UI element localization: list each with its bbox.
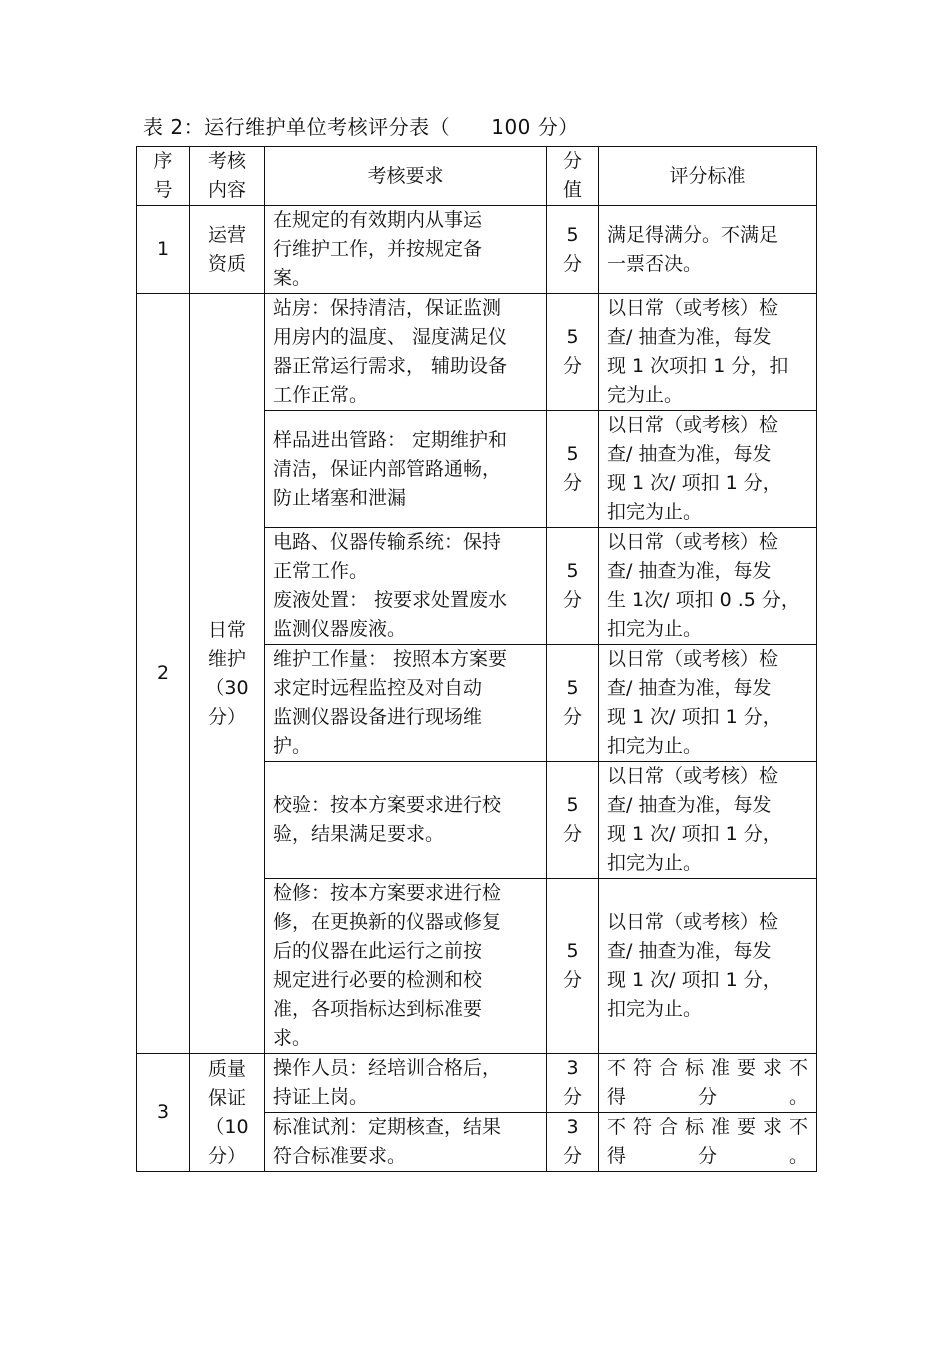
row-requirement: 校验：按本方案要求进行校 验，结果满足要求。 [265,762,547,879]
table-row [137,1054,817,1113]
row-seq: 3 [137,1054,190,1172]
row-score: 5 分 [547,879,599,1054]
header-content: 考核 内容 [190,147,265,206]
row-standard: 满足得满分。不满足 一票否决。 [599,206,817,294]
row-content: 质量 保证 （10 分） [190,1054,265,1172]
header-score: 分 值 [547,147,599,206]
assessment-table [136,146,817,1172]
table-row [137,206,817,294]
row-seq: 1 [137,206,190,294]
row-score: 5 分 [547,762,599,879]
row-requirement: 检修：按本方案要求进行检 修，在更换新的仪器或修复 后的仪器在此运行之前按 规定进行必要的检测和校 准，各项指标达到标准要 求。 [265,879,547,1054]
row-score: 5 分 [547,645,599,762]
row-standard: 不符合标准要求不 得分。 [599,1054,817,1113]
row-requirement: 操作人员：经培训合格后， 持证上岗。 [265,1054,547,1113]
header-standard: 评分标准 [599,147,817,206]
header-seq: 序 号 [137,147,190,206]
row-requirement: 站房：保持清洁，保证监测 用房内的温度、 湿度满足仪 器正常运行需求， 辅助设备 工作正常。 [265,294,547,411]
row-content: 日常 维护 （30 分） [190,294,265,1054]
row-standard: 以日常（或考核）检 查/ 抽查为准，每发 现 1 次/ 项扣 1 分， 扣完为止。 [599,411,817,528]
table-title: 表 2：运行维护单位考核评分表（ 100 分） [143,115,579,139]
header-requirement: 考核要求 [265,147,547,206]
row-requirement: 标准试剂：定期核查，结果 符合标准要求。 [265,1113,547,1172]
row-requirement: 样品进出管路： 定期维护和 清洁，保证内部管路通畅， 防止堵塞和泄漏 [265,411,547,528]
row-requirement: 在规定的有效期内从事运 行维护工作，并按规定备 案。 [265,206,547,294]
row-score: 3 分 [547,1054,599,1113]
row-score: 5 分 [547,411,599,528]
row-standard: 以日常（或考核）检 查/ 抽查为准，每发 现 1 次/ 项扣 1 分， 扣完为止。 [599,879,817,1054]
row-requirement: 电路、仪器传输系统：保持 正常工作。 废液处置： 按要求处置废水 监测仪器废液。 [265,528,547,645]
row-standard: 以日常（或考核）检 查/ 抽查为准，每发 现 1 次项扣 1 分，扣 完为止。 [599,294,817,411]
row-score: 5 分 [547,528,599,645]
row-standard: 以日常（或考核）检 查/ 抽查为准，每发 现 1 次/ 项扣 1 分， 扣完为止。 [599,762,817,879]
row-seq: 2 [137,294,190,1054]
header-row [137,147,817,206]
row-standard: 不符合标准要求不 得分。 [599,1113,817,1172]
row-score: 5 分 [547,206,599,294]
row-content: 运营 资质 [190,206,265,294]
row-standard: 以日常（或考核）检 查/ 抽查为准，每发 生 1次/ 项扣 0 .5 分， 扣完为止。 [599,528,817,645]
table-row [137,294,817,411]
row-score: 3 分 [547,1113,599,1172]
row-requirement: 维护工作量： 按照本方案要 求定时远程监控及对自动 监测仪器设备进行现场维 护。 [265,645,547,762]
row-score: 5 分 [547,294,599,411]
row-standard: 以日常（或考核）检 查/ 抽查为准，每发 现 1 次/ 项扣 1 分， 扣完为止。 [599,645,817,762]
